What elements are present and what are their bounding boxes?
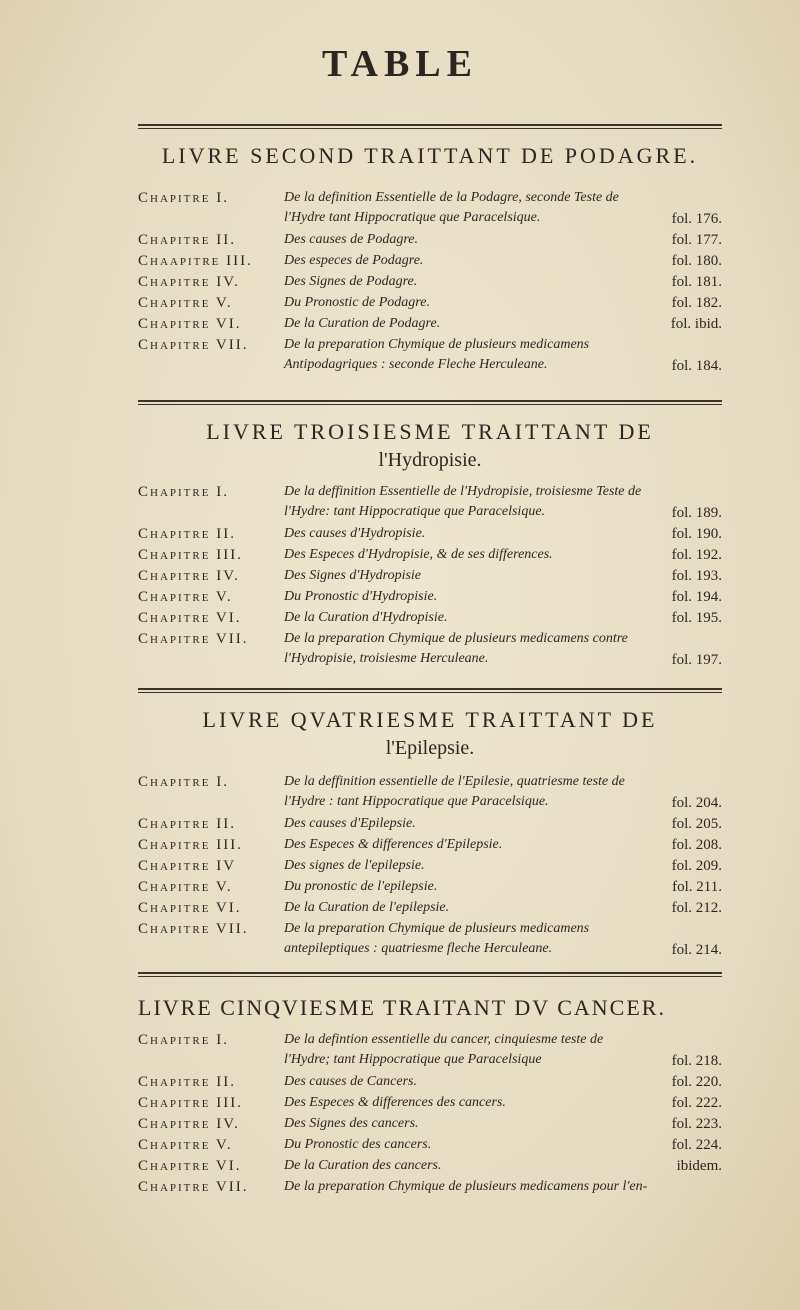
chapter-row bbox=[138, 629, 722, 671]
chapter-list bbox=[138, 1030, 722, 1198]
folio-ref: fol. ibid. bbox=[670, 316, 722, 332]
chapter-label: Chapitre III. bbox=[138, 547, 243, 563]
chapter-label: Chapitre II. bbox=[138, 526, 236, 542]
folio-ref: fol. 223. bbox=[671, 1116, 722, 1132]
book-heading bbox=[138, 994, 722, 1022]
folio-ref: fol. 192. bbox=[671, 547, 722, 563]
book-subheading: l'Hydropisie. bbox=[378, 449, 482, 471]
chapter-label: Chapitre II. bbox=[138, 232, 236, 248]
chapter-title: Des causes de Cancers. bbox=[284, 1074, 417, 1089]
chapter-label: Chapitre IV. bbox=[138, 1116, 240, 1132]
chapter-row bbox=[138, 188, 722, 230]
chapter-title: Des Signes d'Hydropisie bbox=[284, 568, 422, 583]
chapter-title: De la definition Essentielle de la Podagre, seconde Teste de l'Hydre tant Hippocratique que Paracelsique. bbox=[284, 190, 619, 225]
folio-ref: fol. 205. bbox=[671, 816, 722, 832]
chapter-title: Des Especes & differences d'Epilepsie. bbox=[284, 837, 503, 852]
folio-ref: fol. 180. bbox=[671, 253, 722, 269]
book-heading-text: LIVRE SECOND TRAITTANT DE PODAGRE. bbox=[161, 143, 699, 168]
chapter-title: De la preparation Chymique de plusieurs medicamens Antipodagriques : seconde Fleche Herculeane. bbox=[284, 337, 590, 372]
folio-ref: fol. 176. bbox=[671, 211, 722, 227]
chapter-title: Des causes d'Hydropisie. bbox=[284, 526, 426, 541]
chapter-row bbox=[138, 293, 722, 314]
page-title: TABLE bbox=[321, 43, 478, 85]
chapter-row bbox=[138, 856, 722, 877]
chapter-title: De la Curation d'Hydropisie. bbox=[284, 610, 448, 625]
chapter-label: Chapitre I. bbox=[138, 1032, 229, 1048]
divider-rule bbox=[138, 976, 722, 977]
chapter-title: Du Pronostic des cancers. bbox=[284, 1137, 432, 1152]
chapter-row bbox=[138, 1093, 722, 1114]
chapter-title: Du pronostic de l'epilepsie. bbox=[284, 879, 438, 894]
folio-ref: fol. 182. bbox=[671, 295, 722, 311]
chapter-label: Chapitre VII. bbox=[138, 631, 249, 647]
chapter-row bbox=[138, 230, 722, 251]
chapter-title: Des especes de Podagre. bbox=[284, 253, 424, 268]
chapter-title: De la Curation des cancers. bbox=[284, 1158, 442, 1173]
chapter-row bbox=[138, 835, 722, 856]
divider-rule bbox=[138, 124, 722, 126]
chapter-list bbox=[138, 482, 722, 671]
chapter-title: De la preparation Chymique de plusieurs medicamens pour l'en- bbox=[284, 1179, 648, 1194]
chapter-title: De la Curation de Podagre. bbox=[284, 316, 441, 331]
book-heading bbox=[138, 142, 722, 170]
chapter-label: Chapitre IV bbox=[138, 858, 237, 874]
chapter-label: Chapitre III. bbox=[138, 837, 243, 853]
chapter-row bbox=[138, 272, 722, 293]
chapter-label: Chapitre VI. bbox=[138, 610, 242, 626]
chapter-label: Chapitre VI. bbox=[138, 900, 242, 916]
folio-ref: fol. 220. bbox=[671, 1074, 722, 1090]
chapter-label: Chapitre IV. bbox=[138, 568, 240, 584]
chapter-row bbox=[138, 919, 722, 961]
chapter-title: De la deffinition Essentielle de l'Hydropisie, troisiesme Teste de l'Hydre: tant Hippocratique que Paracelsique. bbox=[284, 484, 642, 519]
folio-ref: fol. 214. bbox=[671, 942, 722, 958]
chapter-title: Des causes de Podagre. bbox=[284, 232, 419, 247]
chapter-row bbox=[138, 1135, 722, 1156]
chapter-row bbox=[138, 1156, 722, 1177]
divider-rule bbox=[138, 404, 722, 405]
chapter-row bbox=[138, 1177, 722, 1198]
chapter-row bbox=[138, 1030, 722, 1072]
chapter-row bbox=[138, 898, 722, 919]
chapter-label: Chaapitre III. bbox=[138, 253, 253, 269]
folio-ref: fol. 190. bbox=[671, 526, 722, 542]
folio-ref: fol. 195. bbox=[671, 610, 722, 626]
folio-ref: fol. 184. bbox=[671, 358, 722, 374]
chapter-title: Du Pronostic d'Hydropisie. bbox=[284, 589, 438, 604]
chapter-row bbox=[138, 587, 722, 608]
chapter-title: De la deffinition essentielle de l'Epilesie, quatriesme teste de l'Hydre : tant Hippocratique que Paracelsique. bbox=[284, 774, 625, 809]
folio-ref: fol. 181. bbox=[671, 274, 722, 290]
chapter-row bbox=[138, 482, 722, 524]
folio-ref: fol. 194. bbox=[671, 589, 722, 605]
chapter-row bbox=[138, 251, 722, 272]
divider-rule bbox=[138, 692, 722, 693]
chapter-label: Chapitre V. bbox=[138, 589, 233, 605]
chapter-title: Des Signes des cancers. bbox=[284, 1116, 419, 1131]
chapter-row bbox=[138, 545, 722, 566]
chapter-row bbox=[138, 814, 722, 835]
folio-ref: fol. 224. bbox=[671, 1137, 722, 1153]
book-heading-text: LIVRE TROISIESME TRAITTANT DE bbox=[206, 419, 654, 444]
chapter-row bbox=[138, 772, 722, 814]
divider-rule bbox=[138, 128, 722, 129]
chapter-label: Chapitre II. bbox=[138, 1074, 236, 1090]
folio-ref: fol. 177. bbox=[671, 232, 722, 248]
folio-ref: fol. 208. bbox=[671, 837, 722, 853]
chapter-label: Chapitre VII. bbox=[138, 1179, 249, 1195]
chapter-row bbox=[138, 1072, 722, 1093]
chapter-title: Du Pronostic de Podagre. bbox=[284, 295, 430, 310]
chapter-label: Chapitre VI. bbox=[138, 316, 242, 332]
folio-ref: fol. 222. bbox=[671, 1095, 722, 1111]
chapter-title: Des causes d'Epilepsie. bbox=[284, 816, 416, 831]
chapter-row bbox=[138, 335, 722, 377]
chapter-title: De la defintion essentielle du cancer, cinquiesme teste de l'Hydre; tant Hippocratique que Paracelsique bbox=[284, 1032, 604, 1067]
book-heading bbox=[138, 418, 722, 474]
book-heading bbox=[138, 706, 722, 762]
chapter-title: De la preparation Chymique de plusieurs medicamens antepileptiques : quatriesme fleche Herculeane. bbox=[284, 921, 590, 956]
folio-ref: fol. 197. bbox=[671, 652, 722, 668]
chapter-title: Des Especes & differences des cancers. bbox=[284, 1095, 506, 1110]
book-heading-text: LIVRE CINQVIESME TRAITANT DV CANCER. bbox=[138, 995, 666, 1020]
chapter-row bbox=[138, 524, 722, 545]
chapter-label: Chapitre IV. bbox=[138, 274, 240, 290]
folio-ref: fol. 204. bbox=[671, 795, 722, 811]
chapter-title: Des signes de l'epilepsie. bbox=[284, 858, 425, 873]
folio-ref: fol. 212. bbox=[671, 900, 722, 916]
book-subheading: l'Epilepsie. bbox=[385, 737, 475, 759]
folio-ref: fol. 211. bbox=[672, 879, 722, 895]
chapter-title: Des Especes d'Hydropisie, & de ses differences. bbox=[284, 547, 553, 562]
folio-ref: fol. 209. bbox=[671, 858, 722, 874]
chapter-list bbox=[138, 188, 722, 377]
divider-rule bbox=[138, 688, 722, 690]
chapter-label: Chapitre I. bbox=[138, 190, 229, 206]
chapter-label: Chapitre V. bbox=[138, 879, 233, 895]
chapter-label: Chapitre I. bbox=[138, 484, 229, 500]
chapter-row bbox=[138, 314, 722, 335]
divider-rule bbox=[138, 972, 722, 974]
book-heading-text: LIVRE QVATRIESME TRAITTANT DE bbox=[202, 707, 658, 732]
divider-rule bbox=[138, 400, 722, 402]
chapter-row bbox=[138, 608, 722, 629]
chapter-label: Chapitre VI. bbox=[138, 1158, 242, 1174]
chapter-label: Chapitre VII. bbox=[138, 921, 249, 937]
chapter-row bbox=[138, 1114, 722, 1135]
chapter-label: Chapitre II. bbox=[138, 816, 236, 832]
folio-ref: ibidem. bbox=[676, 1158, 722, 1174]
chapter-label: Chapitre I. bbox=[138, 774, 229, 790]
folio-ref: fol. 189. bbox=[671, 505, 722, 521]
chapter-label: Chapitre VII. bbox=[138, 337, 249, 353]
chapter-label: Chapitre V. bbox=[138, 295, 233, 311]
chapter-row bbox=[138, 566, 722, 587]
chapter-title: De la preparation Chymique de plusieurs medicamens contre l'Hydropisie, troisiesme Herculeane. bbox=[284, 631, 628, 666]
chapter-row bbox=[138, 877, 722, 898]
chapter-label: Chapitre V. bbox=[138, 1137, 233, 1153]
chapter-title: Des Signes de Podagre. bbox=[284, 274, 418, 289]
folio-ref: fol. 193. bbox=[671, 568, 722, 584]
chapter-label: Chapitre III. bbox=[138, 1095, 243, 1111]
folio-ref: fol. 218. bbox=[671, 1053, 722, 1069]
chapter-title: De la Curation de l'epilepsie. bbox=[284, 900, 450, 915]
chapter-list bbox=[138, 772, 722, 961]
